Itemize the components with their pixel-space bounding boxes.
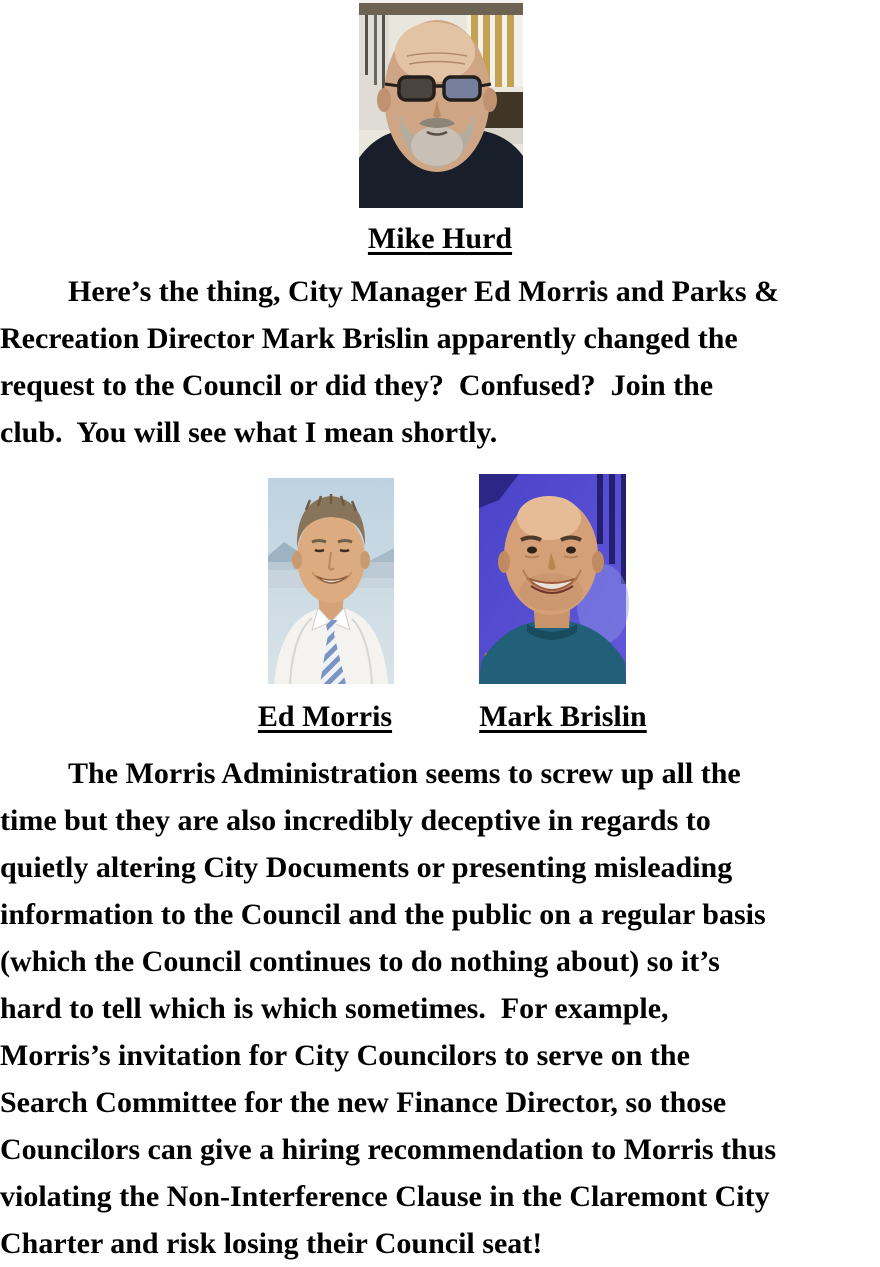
text-line: Morris’s invitation for City Councilors to serve on the bbox=[0, 1039, 690, 1072]
mark-brislin-photo bbox=[479, 474, 626, 684]
text-line: Here’s the thing, City Manager Ed Morris and Parks & bbox=[68, 275, 780, 308]
text-line: Councilors can give a hiring recommendation to Morris thus bbox=[0, 1133, 777, 1166]
ed-morris-portrait-graphic bbox=[268, 478, 394, 684]
text-line: The Morris Administration seems to screw up all the bbox=[68, 757, 741, 790]
text-line: time but they are also incredibly deceptive in regards to bbox=[0, 804, 711, 837]
text-line: (which the Council continues to do nothing about) so it’s bbox=[0, 945, 720, 978]
text-line: Search Committee for the new Finance Director, so those bbox=[0, 1086, 727, 1119]
text-line: request to the Council or did they? Confused? Join the bbox=[0, 369, 714, 402]
ed-morris-caption: Ed Morris bbox=[257, 700, 393, 733]
mike-hurd-photo bbox=[359, 0, 523, 208]
text-line: information to the Council and the public on a regular basis bbox=[0, 898, 766, 931]
mike-hurd-portrait-graphic bbox=[359, 0, 523, 208]
ed-morris-photo bbox=[268, 478, 394, 684]
paragraph-1 bbox=[0, 268, 880, 456]
paragraph-2 bbox=[0, 750, 880, 1267]
mike-hurd-caption: Mike Hurd bbox=[367, 222, 513, 255]
text-line: Recreation Director Mark Brislin apparently changed the bbox=[0, 322, 738, 355]
text-line: hard to tell which is which sometimes. For example, bbox=[0, 992, 669, 1025]
text-line: club. You will see what I mean shortly. bbox=[0, 416, 498, 449]
text-line: quietly altering City Documents or presenting misleading bbox=[0, 851, 733, 884]
text-line: violating the Non-Interference Clause in the Claremont City bbox=[0, 1180, 770, 1213]
mark-brislin-portrait-graphic bbox=[479, 474, 626, 684]
mark-brislin-caption: Mark Brislin bbox=[479, 700, 647, 733]
text-line: Charter and risk losing their Council seat! bbox=[0, 1227, 543, 1260]
